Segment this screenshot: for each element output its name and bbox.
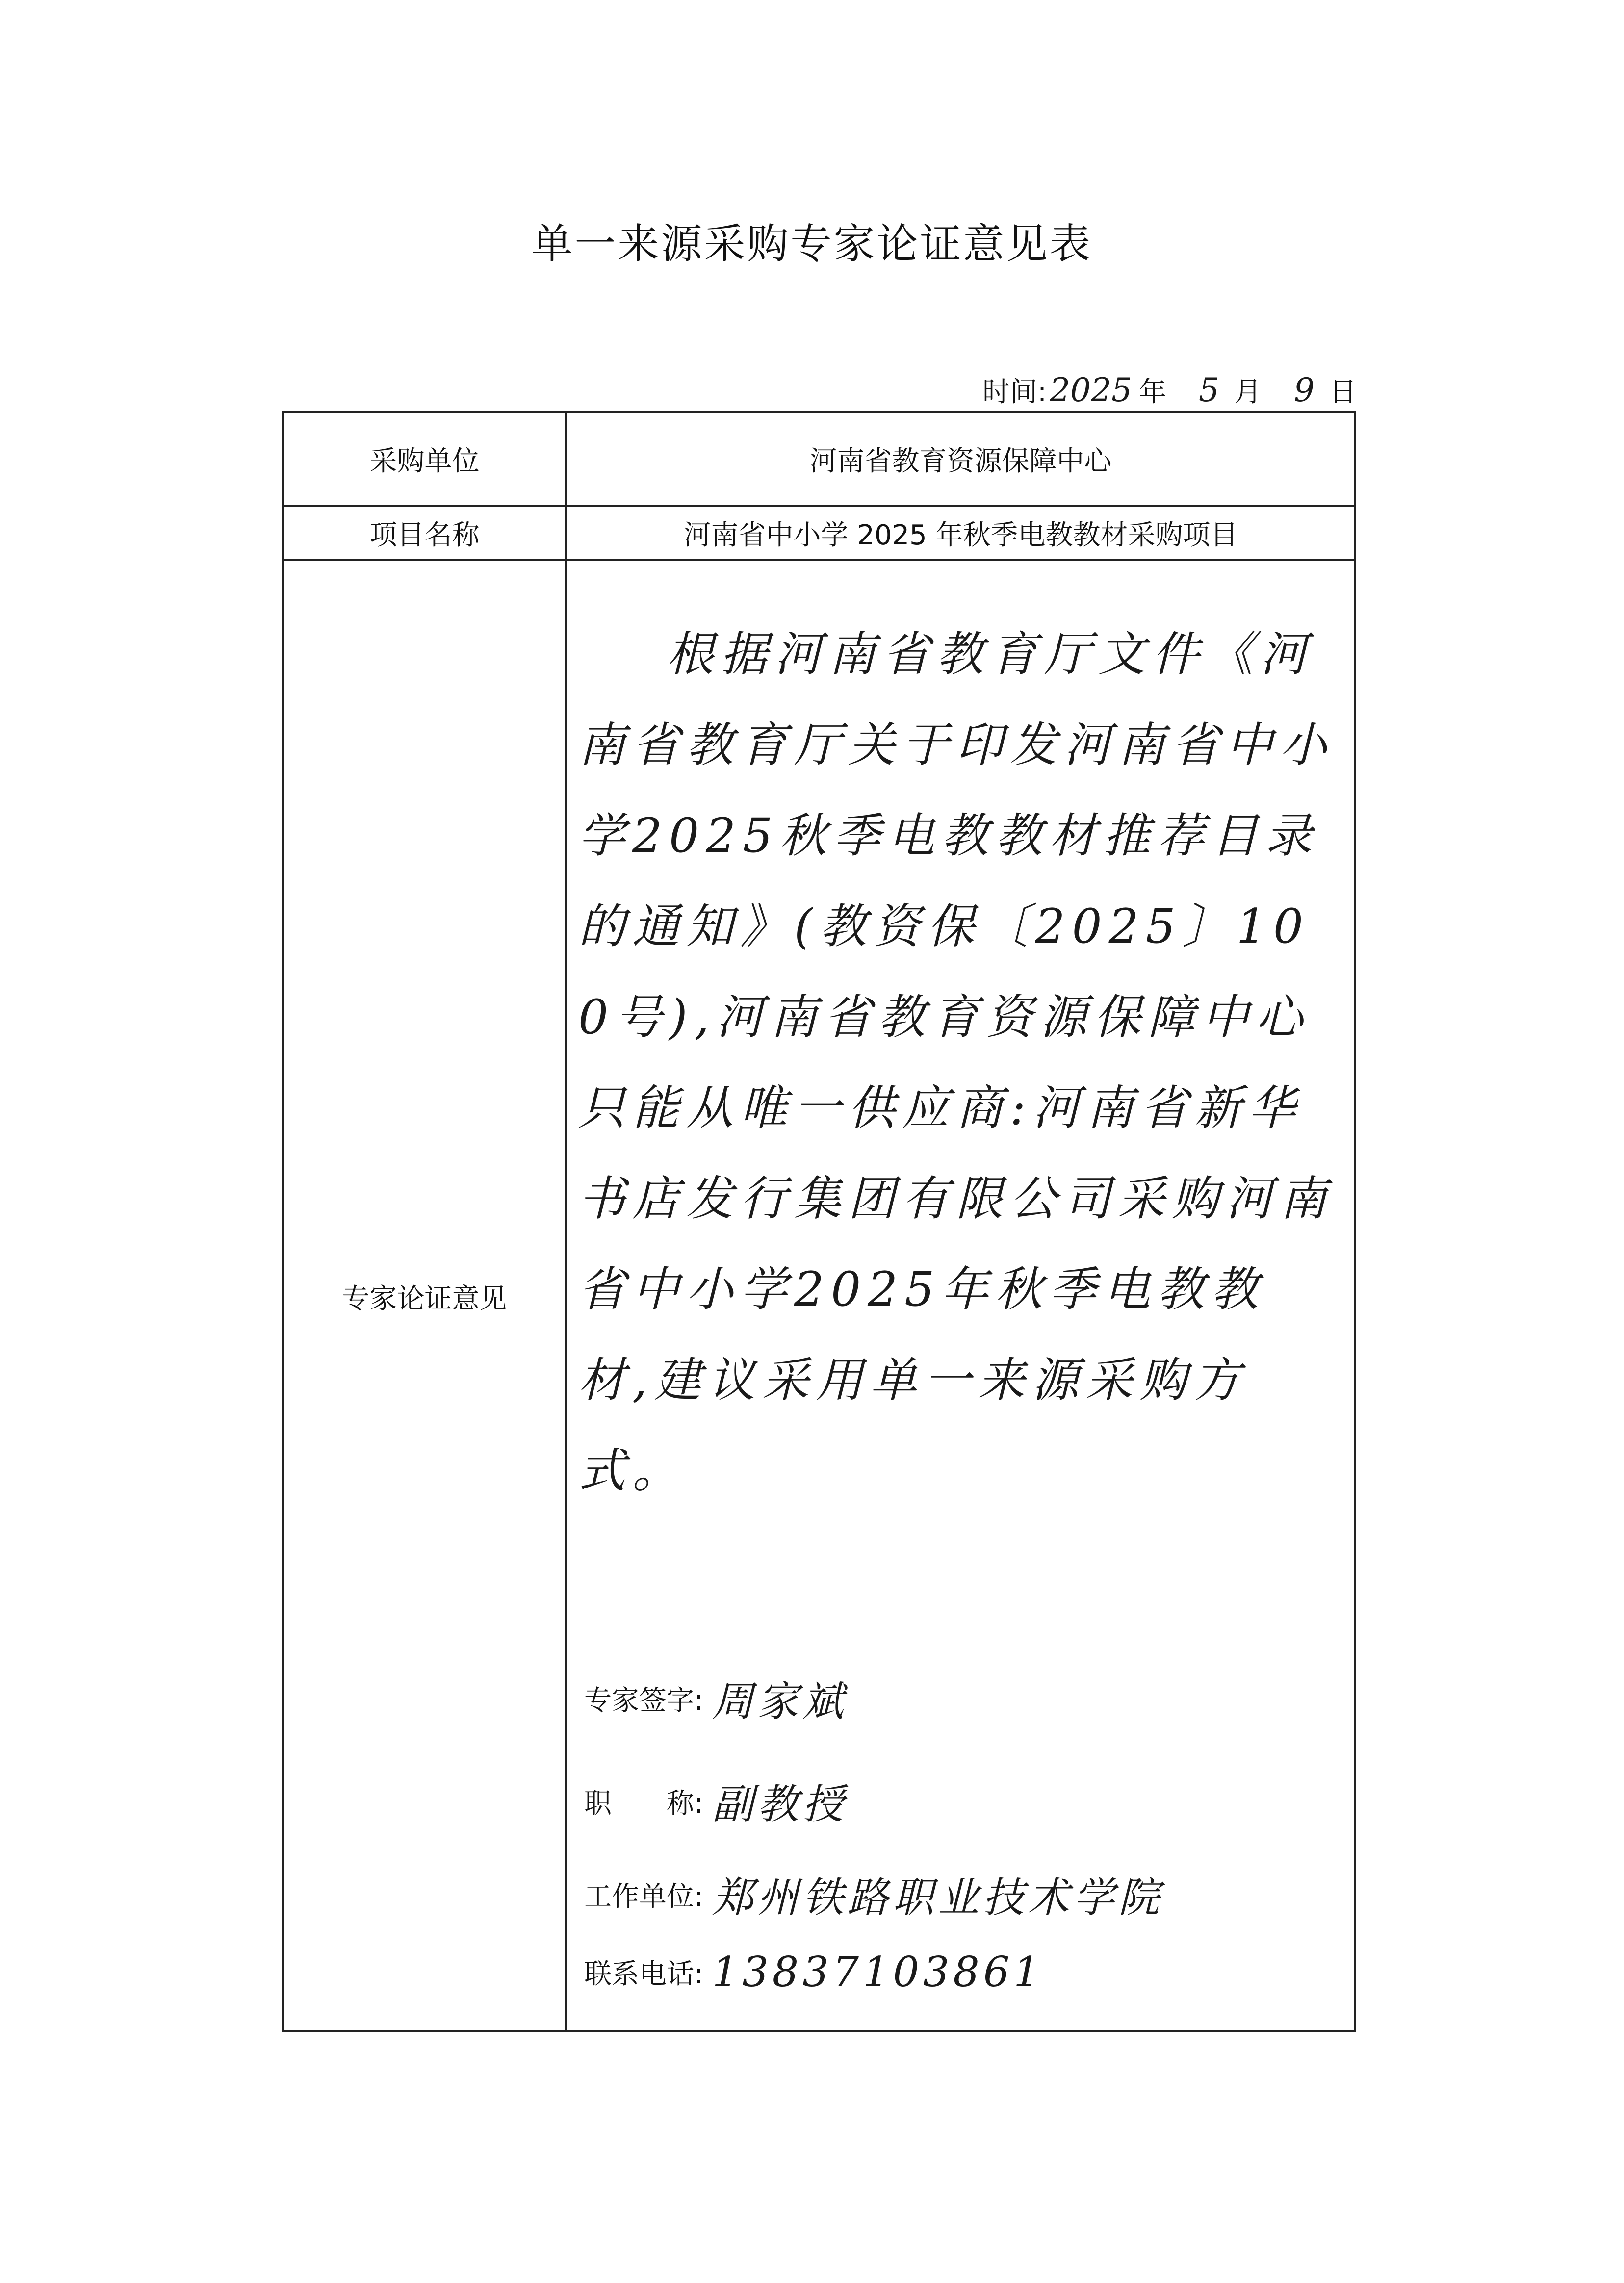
date-month-unit: 月 bbox=[1234, 376, 1262, 408]
opinion-label: 专家论证意见 bbox=[342, 1283, 507, 1315]
purchaser-value: 河南省教育资源保障中心 bbox=[809, 445, 1112, 477]
expert-org: 郑州铁路职业技术学院 bbox=[712, 1873, 1163, 1922]
page-title: 单一来源采购专家论证意见表 bbox=[531, 220, 1093, 268]
date-year-unit: 年 bbox=[1139, 376, 1166, 408]
expert-org-row bbox=[584, 1865, 1340, 1924]
expert-title: 副教授 bbox=[712, 1780, 848, 1828]
date-line bbox=[982, 370, 1357, 410]
opinion-form-table bbox=[282, 411, 1356, 2032]
expert-phone-row bbox=[584, 1948, 1340, 1996]
column-divider bbox=[565, 413, 567, 2030]
signature-label: 专家签字: bbox=[584, 1684, 703, 1717]
opinion-handwritten-text: 根据河南省教育厅文件《河南省教育厅关于印发河南省中小学2025秋季电教教材推荐目录的通知》(教资保〔2025〕100号),河南省教育资源保障中心只能从唯一供应商:河南省新华书店发行集团有限公司采购河南省中小学2025年秋季电教教材,建议采用单一来源采购方式。 bbox=[578, 627, 1334, 1498]
org-label: 工作单位: bbox=[584, 1880, 703, 1913]
project-value: 河南省中小学 2025 年秋季电教教材采购项目 bbox=[683, 519, 1238, 551]
date-label: 时间: bbox=[982, 376, 1047, 408]
project-label: 项目名称 bbox=[369, 519, 480, 551]
expert-title-row bbox=[584, 1771, 1340, 1831]
date-day: 9 bbox=[1294, 371, 1315, 409]
expert-signature-row bbox=[584, 1668, 1340, 1728]
expert-signature: 周家斌 bbox=[712, 1677, 848, 1725]
phone-label: 联系电话: bbox=[584, 1958, 703, 1990]
date-year: 2025 bbox=[1050, 371, 1132, 409]
title-label: 职 称: bbox=[584, 1787, 703, 1820]
date-month: 5 bbox=[1199, 371, 1219, 409]
purchaser-label: 采购单位 bbox=[369, 445, 480, 477]
date-day-unit: 日 bbox=[1329, 376, 1357, 408]
expert-phone: 13837103861 bbox=[712, 1948, 1044, 1996]
